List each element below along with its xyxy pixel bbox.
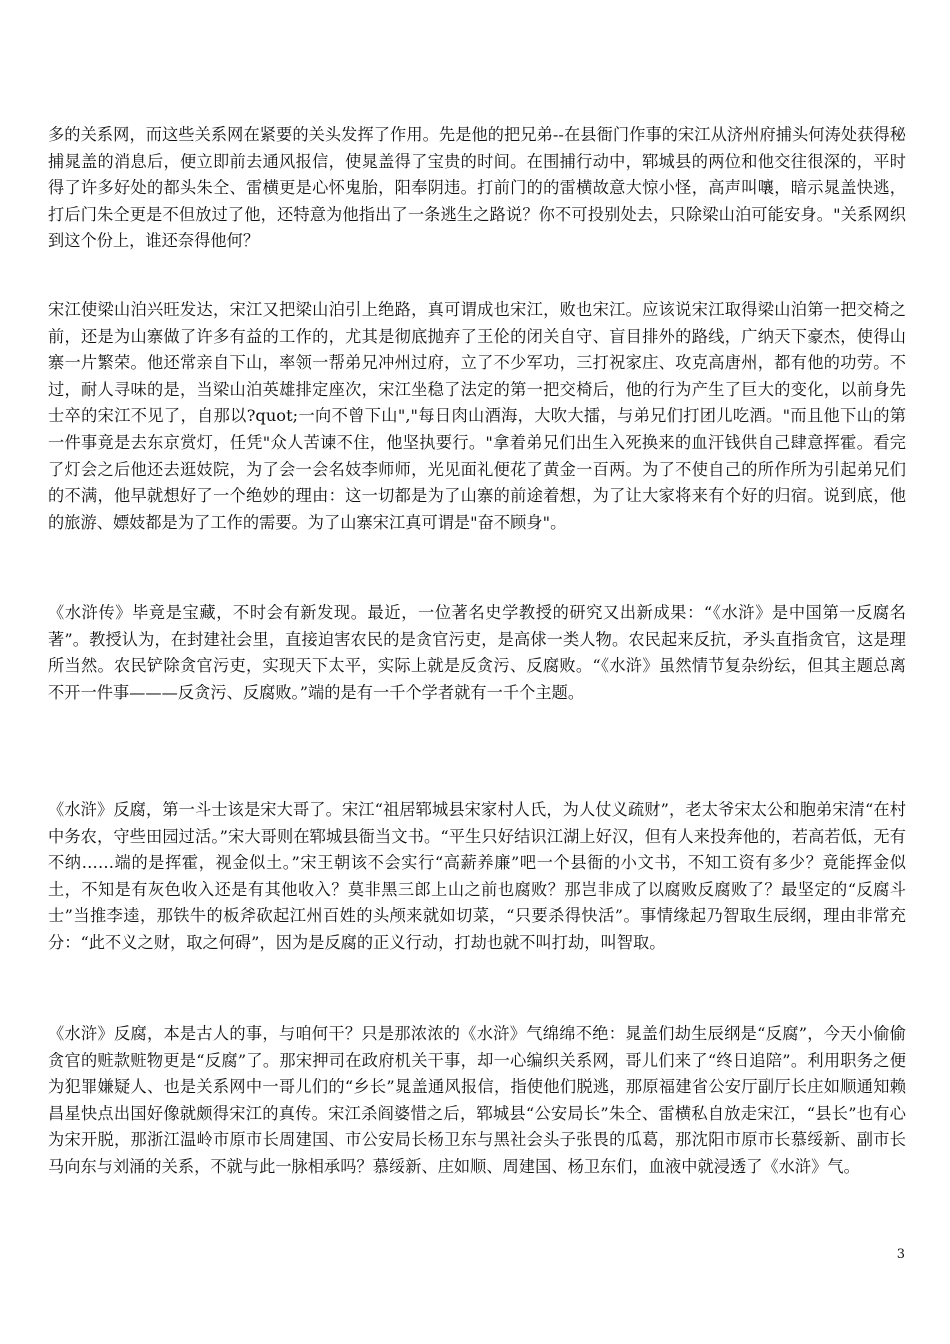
paragraph-4: 《水浒》反腐，第一斗士该是宋大哥了。宋江“祖居郓城县宋家村人氏，为人仗义疏财”，老太爷宋太公和胞弟宋清“在村中务农，守些田园过活。”宋大哥则在郓城县衙当文书。“平生只好结识江湖上好汉，但有人来投奔他的，若高若低，无有不纳……端的是挥霍，视金似土。”宋王朝该不会实行“高薪养廉”吧一个县衙的小文书，不知工资有多少？竟能挥金似土，不知是有灰色收入还是有其他收入？莫非黑三郎上山之前也腐败？那岂非成了以腐败反腐败了？最坚定的“反腐斗士”当推李逵，那铁牛的板斧砍起江州百姓的头颅来就如切菜，“只要杀得快活”。事情缘起乃智取生辰纲，理由非常充分：“此不义之财，取之何碍”，因为是反腐的正义行动，打劫也就不叫打劫，叫智取。 [48,800,906,952]
paragraph-5: 《水浒》反腐，本是古人的事，与咱何干？只是那浓浓的《水浒》气绵绵不绝：晁盖们劫生辰纲是“反腐”，今天小偷偷贪官的赃款赃物更是“反腐”了。那宋押司在政府机关干事，却一心编织关系网，哥儿们来了“终日追陪”。利用职务之便为犯罪嫌疑人、也是关系网中一哥儿们的“乡长”晁盖通风报信，指使他们脱逃，那原福建省公安厅副厅长庄如顺通知赖昌星快点出国好像就颇得宋江的真传。宋江杀阎婆惜之后，郓城县“公安局长”朱仝、雷横私自放走宋江，“县长”也有心为宋开脱，那浙江温岭市原市长周建国、市公安局长杨卫东与黑社会头子张畏的瓜葛，那沈阳市原市长慕绥新、副市长马向东与刘涌的关系，不就与此一脉相承吗？慕绥新、庄如顺、周建国、杨卫东们，血液中就浸透了《水浒》气。 [48,1024,906,1176]
page-number: 3 [896,1247,905,1262]
paragraph-2: 宋江使梁山泊兴旺发达，宋江又把梁山泊引上绝路，真可谓成也宋江，败也宋江。应该说宋江取得梁山泊第一把交椅之前，还是为山寨做了许多有益的工作的，尤其是彻底抛弃了王伦的闭关自守、盲目排外的路线，广纳天下豪杰，使得山寨一片繁荣。他还常亲自下山，率领一帮弟兄冲州过府，立了不少军功，三打祝家庄、攻克高唐州，都有他的功劳。不过，耐人寻味的是，当梁山泊英雄排定座次，宋江坐稳了法定的第一把交椅后，他的行为产生了巨大的变化，以前身先士卒的宋江不见了，自那以?quot;一向不曾下山","每日肉山酒海，大吹大擂，与弟兄们打团儿吃酒。"而且他下山的第一件事竟是去东京赏灯，任凭"众人苦谏不住，他坚执要行。"拿着弟兄们出生入死换来的血汗钱供自己肆意挥霍。看完了灯会之后他还去逛妓院，为了会一会名妓李师师，光见面礼便花了黄金一百两。为了不使自己的所作所为引起弟兄们的不满，他早就想好了一个绝妙的理由：这一切都是为了山寨的前途着想，为了让大家将来有个好的归宿。说到底，他的旅游、嫖妓都是为了工作的需要。为了山寨宋江真可谓是"奋不顾身"。 [48,300,906,532]
paragraph-3: 《水浒传》毕竟是宝藏，不时会有新发现。最近，一位著名史学教授的研究又出新成果：“《水浒》是中国第一反腐名著”。教授认为，在封建社会里，直接迫害农民的是贪官污吏，是高俅一类人物。农民起来反抗，矛头直指贪官，这是理所当然。农民铲除贪官污吏，实现天下太平，实际上就是反贪污、反腐败。“《水浒》虽然情节复杂纷纭，但其主题总离不开一件事———反贪污、反腐败。”端的是有一千个学者就有一千个主题。 [48,603,906,702]
paragraph-1: 多的关系网，而这些关系网在紧要的关头发挥了作用。先是他的把兄弟--在县衙门作事的宋江从济州府捕头何涛处获得秘捕晁盖的消息后，便立即前去通风报信，使晁盖得了宝贵的时间。在围捕行动中，郓城县的两位和他交往很深的，平时得了许多好处的都头朱仝、雷横更是心怀鬼胎，阳奉阴违。打前门的的雷横故意大惊小怪，高声叫嚷，暗示晁盖快逃，打后门朱仝更是不但放过了他，还特意为他指出了一条逃生之路说？你不可投别处去，只除梁山泊可能安身。"关系网织到这个份上，谁还奈得他何？ [48,125,906,251]
